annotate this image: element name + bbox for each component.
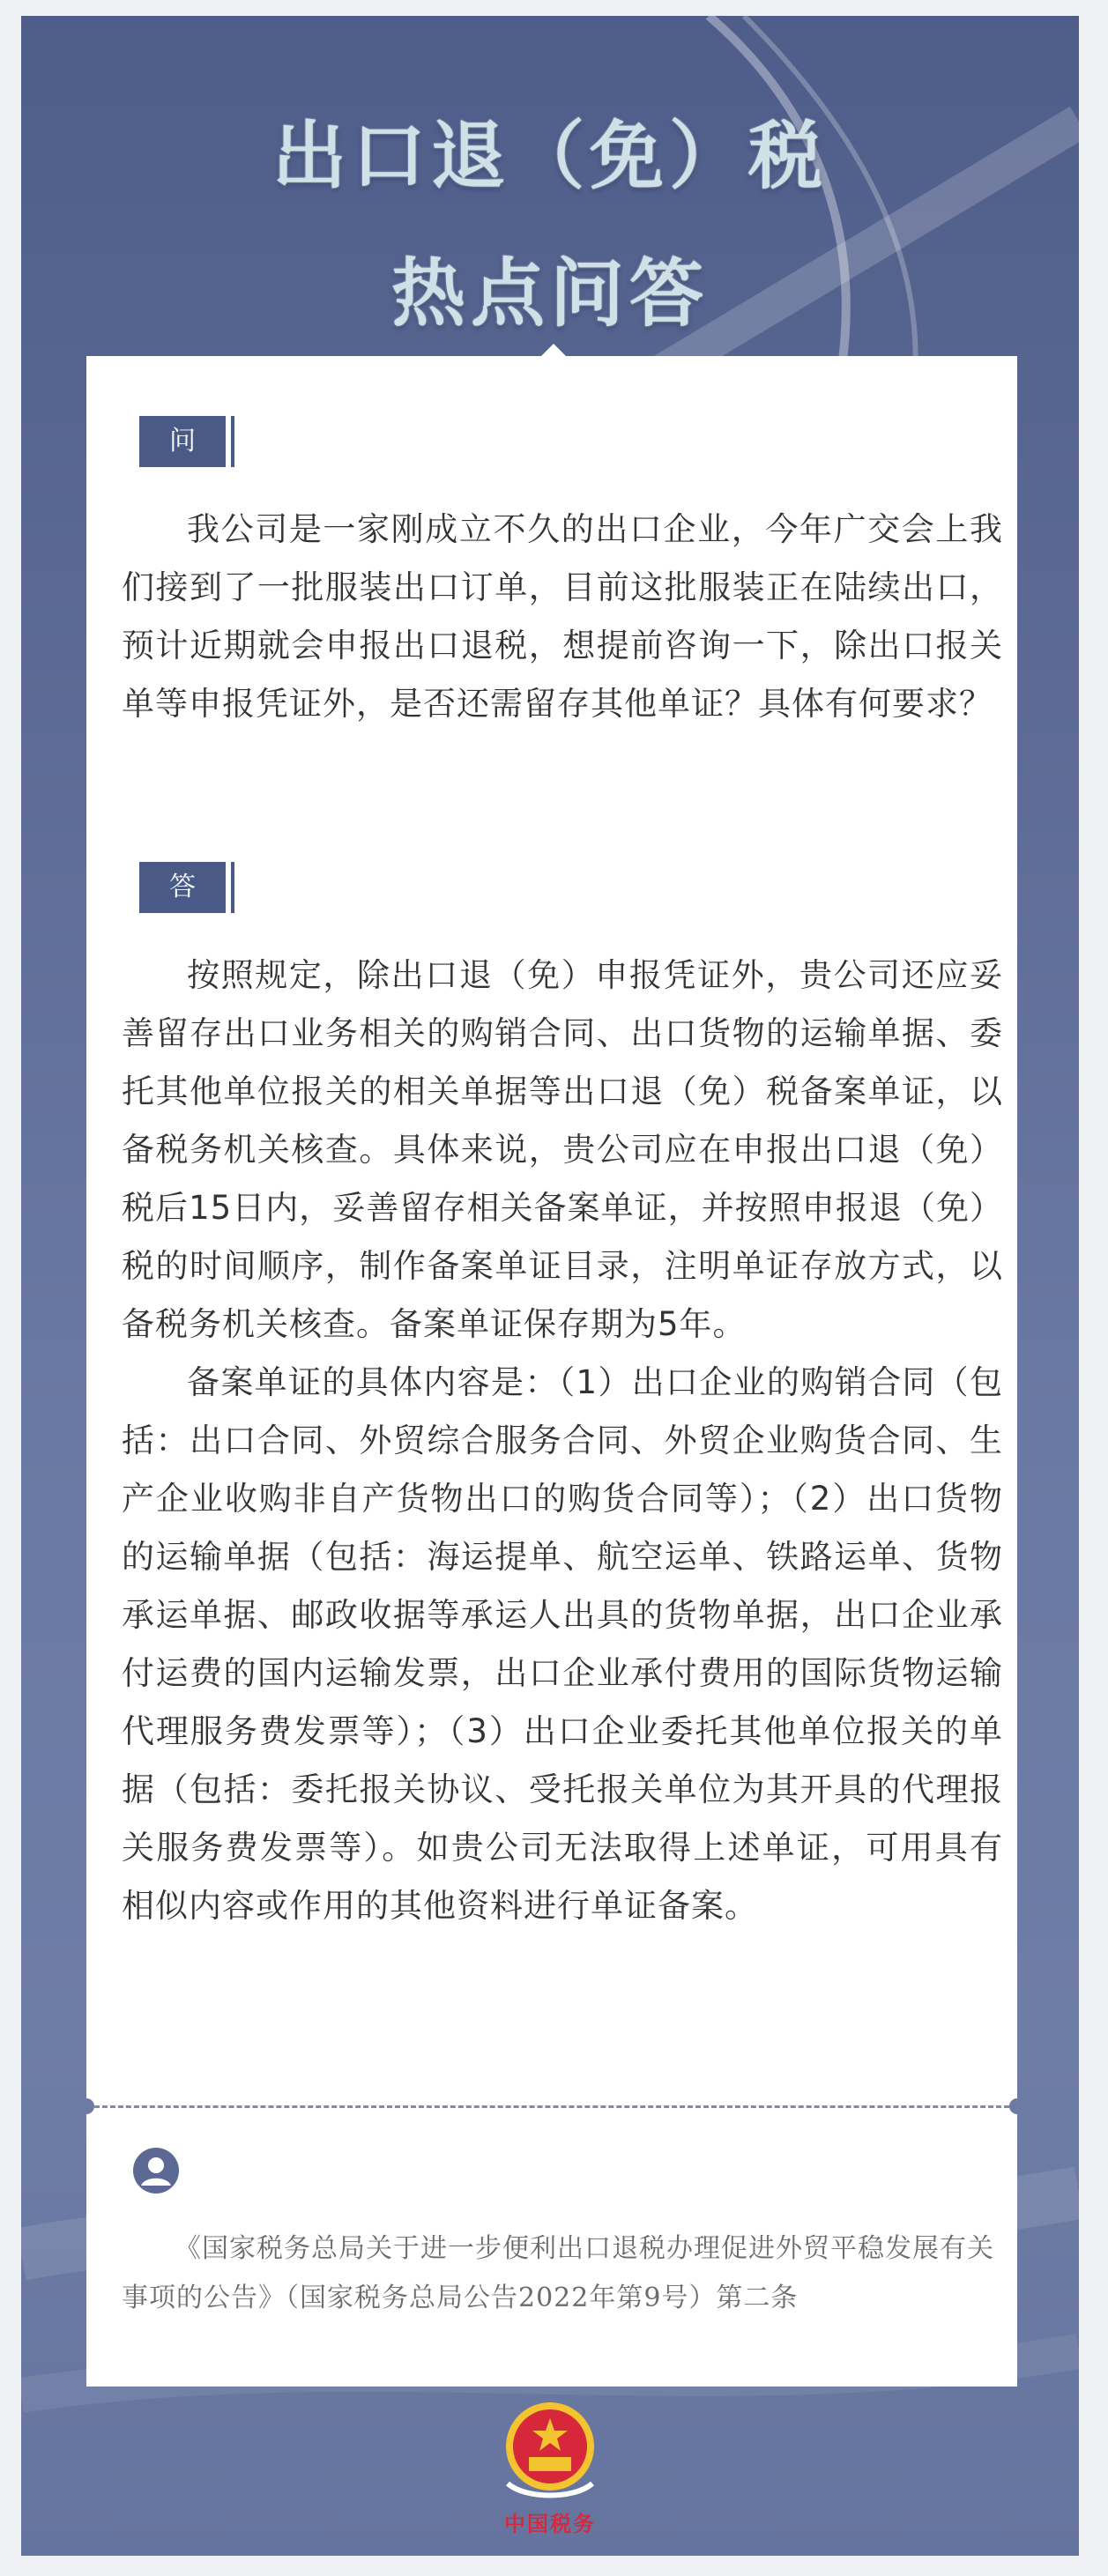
citation-text: 《国家税务总局关于进一步便利出口退税办理促进外贸平稳发展有关事项的公告》（国家税务总局公告2022年第9号）第二条 xyxy=(122,2233,994,2313)
answer-paragraph-2: 备案单证的具体内容是：（1）出口企业的购销合同（包括：出口合同、外贸综合服务合同、外贸企业购货合同、生产企业收购非自产货物出口的购货合同等）；（2）出口货物的运输单据（包括：海运提单、航空运单、铁路运单、货物承运单据、邮政收据等承运人出具的货物单据，出口企业承付运费的国内运输发票，出口企业承付费用的国际货物运输代理服务费发票等）；（3）出口企业委托其他单位报关的单据（包括：委托报关协议、受托报关单位为其开具的代理报关服务费发票等）。如贵公司无法取得上述单证，可用具有相似内容或作用的其他资料进行单证备案。 xyxy=(122,1363,1003,1925)
divider-left-dot xyxy=(78,2098,94,2114)
divider-right-dot xyxy=(1009,2098,1025,2114)
emblem-icon xyxy=(490,2395,610,2508)
qa-card xyxy=(86,356,1017,2387)
source-citation xyxy=(122,2224,994,2323)
logo-text: 中国税务 xyxy=(504,2511,596,2536)
poster xyxy=(21,16,1079,2556)
page-title-line1: 出口退（免）税 xyxy=(271,113,828,199)
answer-text xyxy=(122,947,1003,1935)
page-title-line2: 热点问答 xyxy=(390,250,709,337)
question-text xyxy=(122,501,1003,733)
dashed-divider xyxy=(86,2105,1017,2108)
question-tag: 问 xyxy=(139,416,234,467)
user-avatar-icon xyxy=(132,2147,180,2194)
question-paragraph: 我公司是一家刚成立不久的出口企业，今年广交会上我们接到了一批服装出口订单，目前这批服装正在陆续出口，预计近期就会申报出口退税，想提前咨询一下，除出口报关单等申报凭证外，是否还需留存其他单证？具体有何要求？ xyxy=(122,510,1003,723)
answer-tag: 答 xyxy=(139,862,234,913)
tax-emblem-logo xyxy=(490,2395,610,2554)
card-notch xyxy=(541,344,566,356)
answer-paragraph-1: 按照规定，除出口退（免）申报凭证外，贵公司还应妥善留存出口业务相关的购销合同、出口货物的运输单据、委托其他单位报关的相关单据等出口退（免）税备案单证，以备税务机关核查。具体来说，贵公司应在申报出口退（免）税后15日内，妥善留存相关备案单证，并按照申报退（免）税的时间顺序，制作备案单证目录，注明单证存放方式，以备税务机关核查。备案单证保存期为5年。 xyxy=(122,956,1003,1343)
